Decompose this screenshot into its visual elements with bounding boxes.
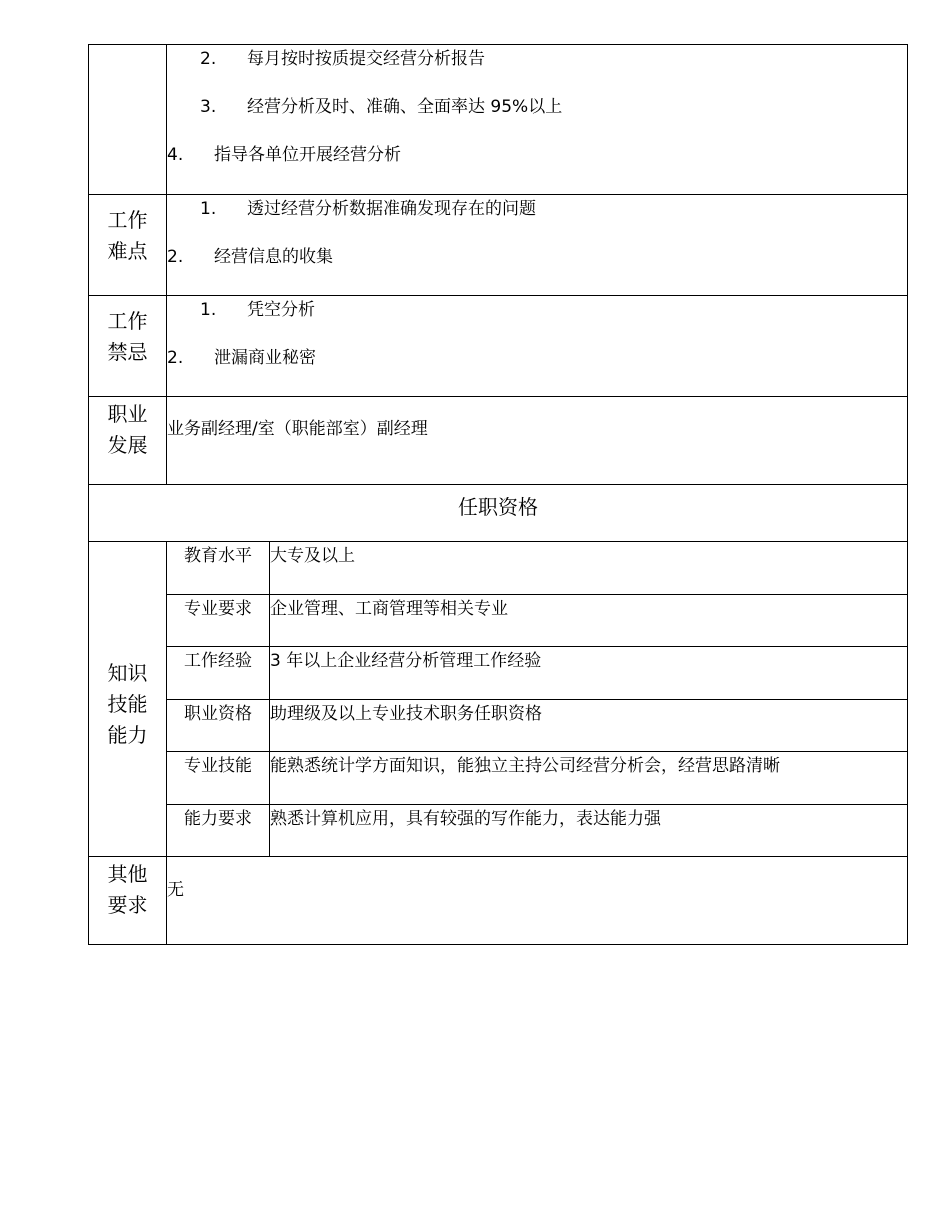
list-item-number: 1. bbox=[200, 199, 217, 219]
knowledge-row-label: 教育水平 bbox=[167, 542, 270, 595]
list-item bbox=[167, 93, 907, 141]
taboo-list bbox=[167, 296, 907, 392]
knowledge-label: 知识 技能 能力 bbox=[89, 542, 167, 857]
knowledge-row-label: 专业技能 bbox=[167, 752, 270, 805]
list-item-number: 3. bbox=[200, 97, 217, 117]
knowledge-row bbox=[89, 542, 908, 595]
career-label: 职业 发展 bbox=[89, 397, 167, 485]
duties-row bbox=[89, 45, 908, 195]
knowledge-section bbox=[89, 542, 908, 857]
list-item-number: 2. bbox=[167, 247, 184, 267]
list-item bbox=[167, 195, 907, 243]
job-description-table bbox=[88, 44, 908, 945]
knowledge-row-value: 3 年以上企业经营分析管理工作经验 bbox=[270, 647, 908, 700]
list-item-text: 泄漏商业秘密 bbox=[214, 348, 316, 368]
list-item-number: 1. bbox=[200, 300, 217, 320]
knowledge-row-label: 专业要求 bbox=[167, 594, 270, 647]
difficulty-content bbox=[167, 195, 908, 296]
knowledge-row-value: 企业管理、工商管理等相关专业 bbox=[270, 594, 908, 647]
list-item-text: 凭空分析 bbox=[247, 300, 315, 320]
knowledge-row bbox=[89, 752, 908, 805]
knowledge-row bbox=[89, 594, 908, 647]
career-text: 业务副经理/室（职能部室）副经理 bbox=[167, 419, 428, 439]
difficulty-list bbox=[167, 195, 907, 291]
list-item bbox=[167, 243, 907, 291]
qualification-title-row bbox=[89, 485, 908, 542]
knowledge-row bbox=[89, 647, 908, 700]
knowledge-row-value: 助理级及以上专业技术职务任职资格 bbox=[270, 699, 908, 752]
knowledge-row-label: 职业资格 bbox=[167, 699, 270, 752]
taboo-row bbox=[89, 296, 908, 397]
list-item-text: 经营信息的收集 bbox=[214, 247, 333, 267]
qualification-title: 任职资格 bbox=[89, 485, 908, 542]
knowledge-row-label: 工作经验 bbox=[167, 647, 270, 700]
list-item-number: 2. bbox=[200, 49, 217, 69]
knowledge-row-value: 大专及以上 bbox=[270, 542, 908, 595]
list-item-number: 2. bbox=[167, 348, 184, 368]
list-item-text: 每月按时按质提交经营分析报告 bbox=[247, 49, 485, 69]
list-item bbox=[167, 296, 907, 344]
list-item-text: 指导各单位开展经营分析 bbox=[214, 145, 401, 165]
career-row bbox=[89, 397, 908, 485]
taboo-label: 工作 禁忌 bbox=[89, 296, 167, 397]
knowledge-row bbox=[89, 804, 908, 857]
other-content bbox=[167, 857, 908, 945]
other-row bbox=[89, 857, 908, 945]
difficulty-row bbox=[89, 195, 908, 296]
list-item-number: 4. bbox=[167, 145, 184, 165]
duties-label-cell bbox=[89, 45, 167, 195]
difficulty-label: 工作 难点 bbox=[89, 195, 167, 296]
list-item-text: 经营分析及时、准确、全面率达 95%以上 bbox=[247, 97, 563, 117]
knowledge-row-label: 能力要求 bbox=[167, 804, 270, 857]
knowledge-row-value: 能熟悉统计学方面知识，能独立主持公司经营分析会，经营思路清晰 bbox=[270, 752, 908, 805]
list-item bbox=[167, 141, 907, 189]
list-item bbox=[167, 45, 907, 93]
duties-list bbox=[167, 45, 907, 189]
career-content bbox=[167, 397, 908, 485]
other-text: 无 bbox=[167, 880, 184, 900]
duties-content bbox=[167, 45, 908, 195]
knowledge-row-value: 熟悉计算机应用，具有较强的写作能力，表达能力强 bbox=[270, 804, 908, 857]
other-label: 其他 要求 bbox=[89, 857, 167, 945]
list-item bbox=[167, 344, 907, 392]
list-item-text: 透过经营分析数据准确发现存在的问题 bbox=[247, 199, 536, 219]
taboo-content bbox=[167, 296, 908, 397]
knowledge-row bbox=[89, 699, 908, 752]
